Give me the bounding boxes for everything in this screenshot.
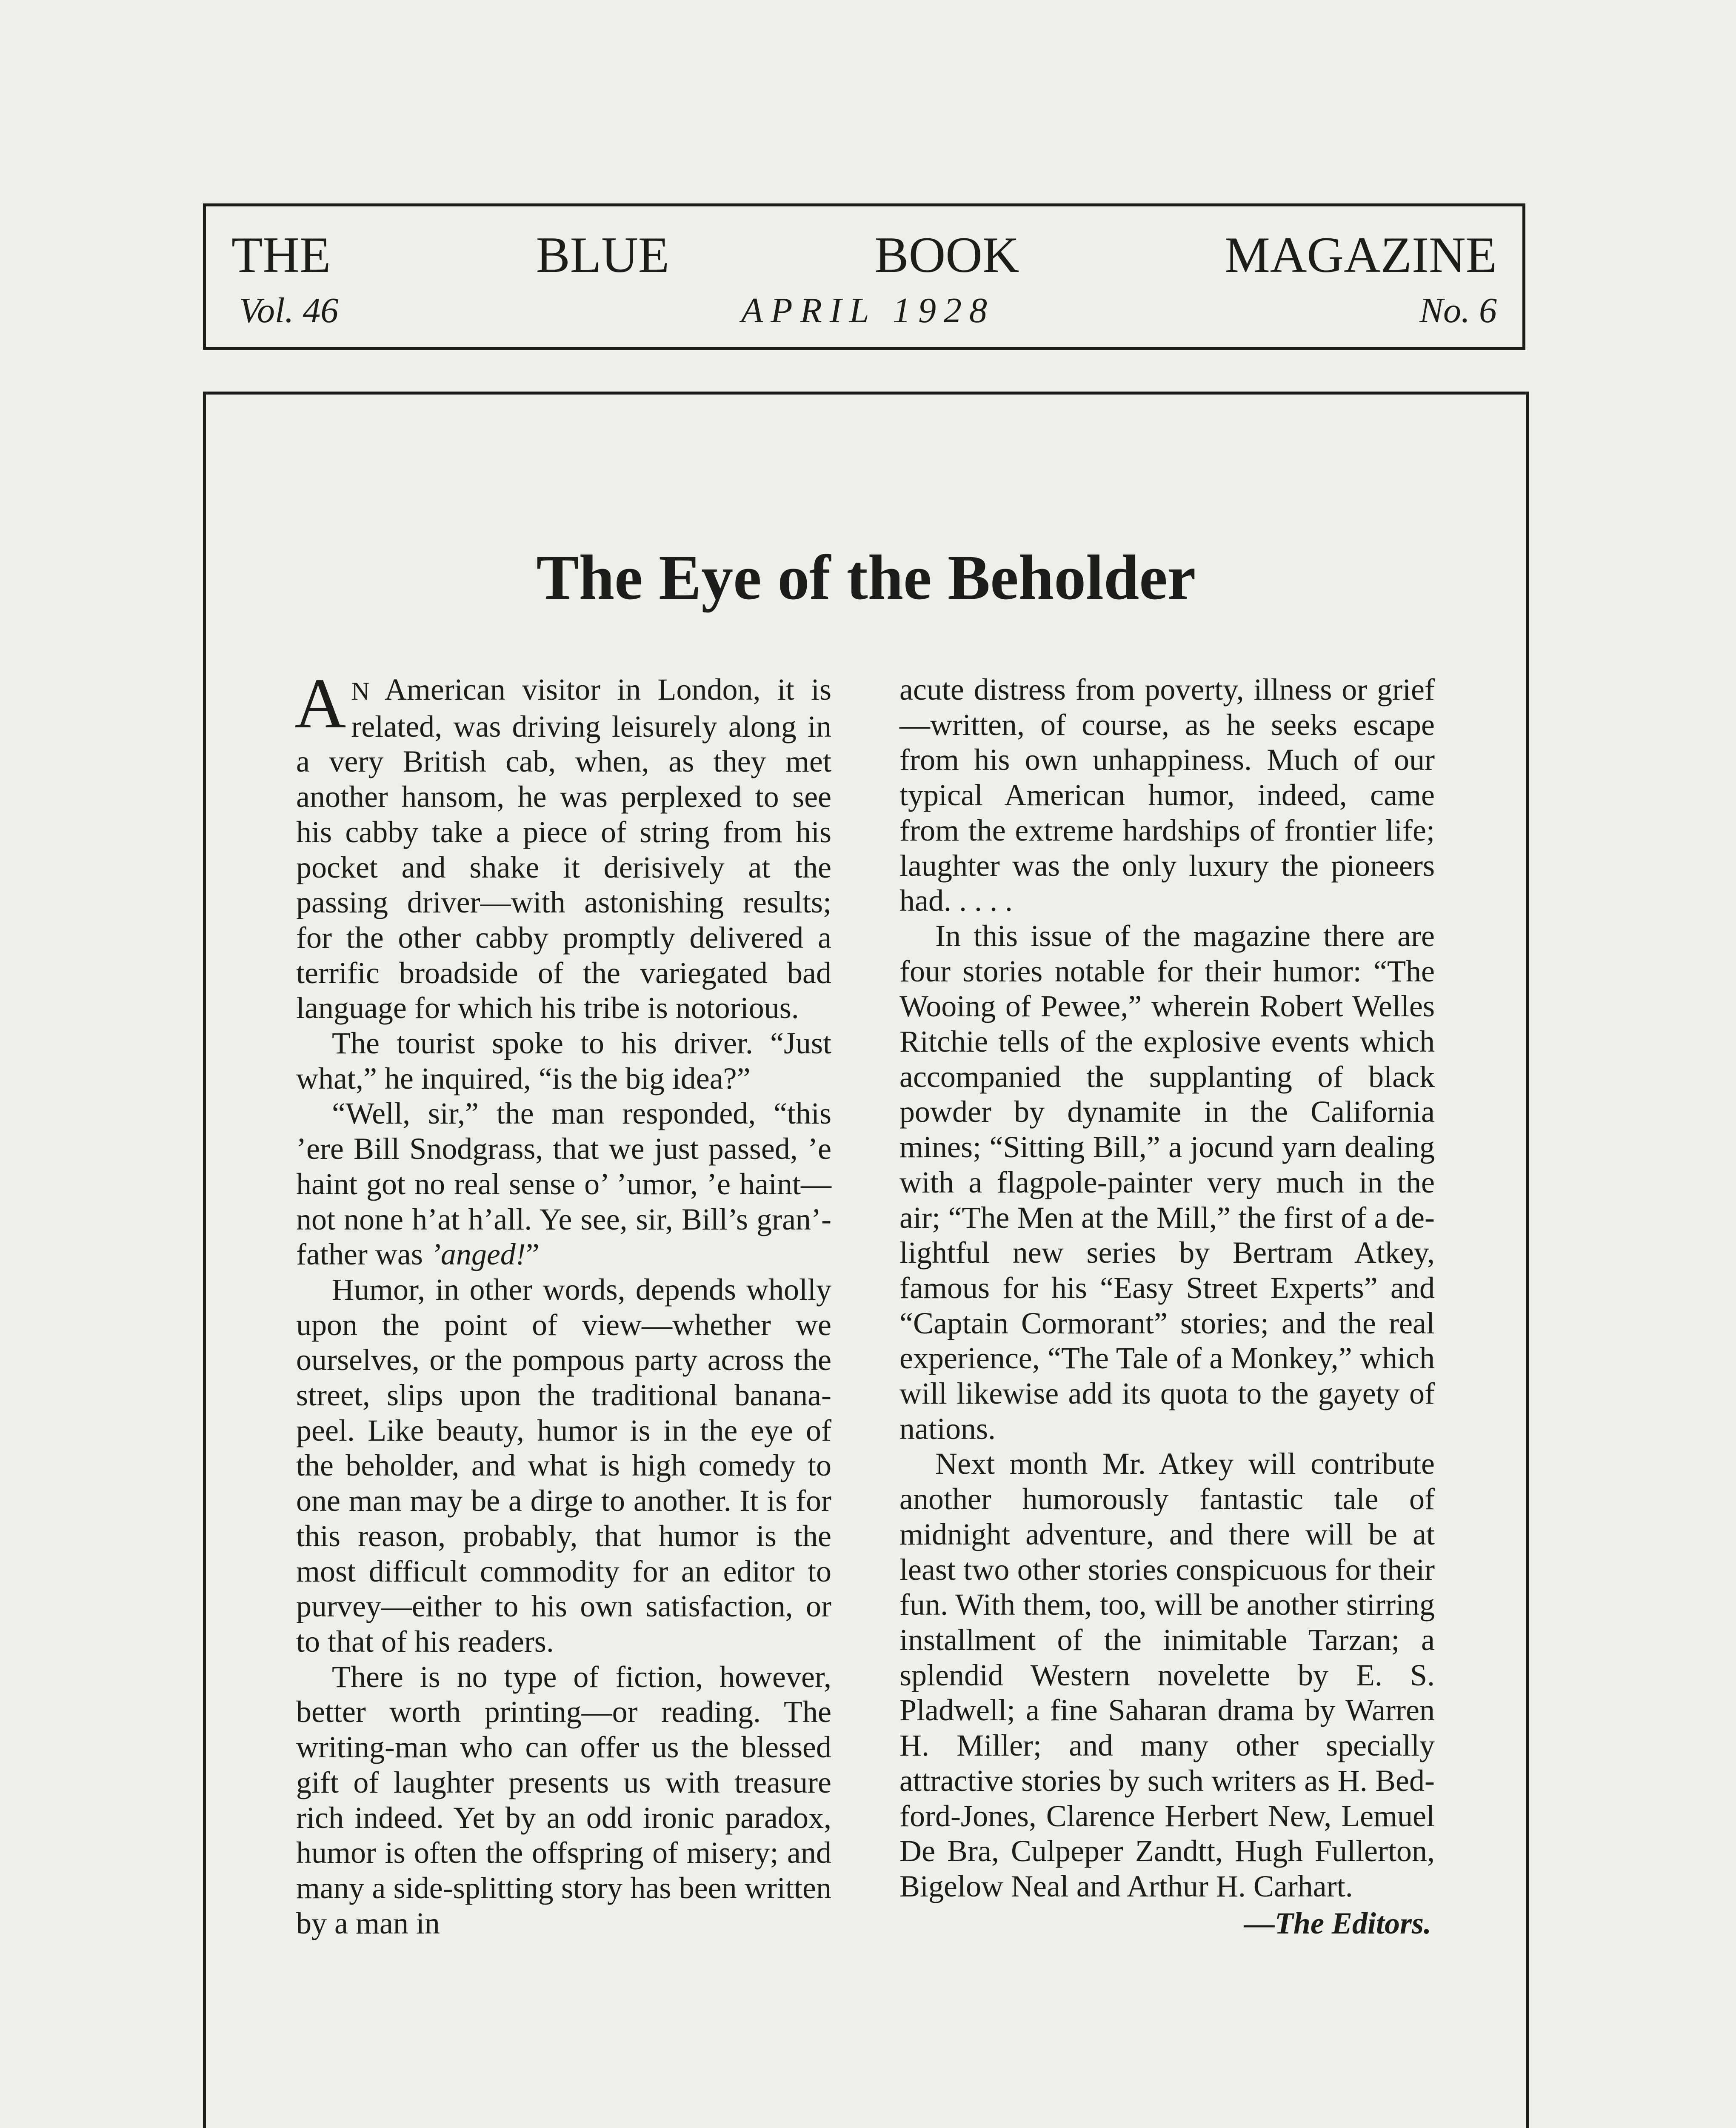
paragraph-text: “Well, sir,” the man responded, “this ’ere Bill Snodgrass, that we just passed, ’e haint got no real sense o’ ’umor, ’e haint—not none h’at h’all. Ye see, sir, Bill’s gran’-father was (296, 1096, 831, 1272)
title-word-the: THE (231, 226, 331, 283)
title-word-book: BOOK (874, 226, 1019, 283)
issue-date: APRIL 1928 (741, 291, 995, 330)
paragraph: acute distress from poverty, illness or grief—written, of course, as he seeks escape from his own unhappiness. Much of our typical American humor, indeed, came from the extreme hardships of frontier life; laughter was the only luxury the pioneers had. . . . . (899, 672, 1435, 918)
paragraph: Humor, in other words, depends wholly upon the point of view—whether we ourselves, or the pompous party across the street, slips upon the traditional banana-peel. Like beauty, humor is in the eye of the beholder, and what is high comedy to one man may be a dirge to another. It is for this reason, probably, that humor is the most difficult commodity for an editor to purvey—either to his own satisfaction, or to that of his readers. (296, 1272, 831, 1659)
paragraph: In this issue of the magazine there are four stories notable for their humor: “The Wooing of Pewee,” wherein Robert Welles Ritchie tells of the explosive events which accompanied the supplanting of black powder by dynamite in the California mines; “Sitting Bill,” a jocund yarn dealing with a flagpole-painter very much in the air; “The Men at the Mill,” the first of a delightful new series by Bertram Atkey, famous for his “Easy Street Experts” and “Captain Cormorant” stories; and the real experience, “The Tale of a Monkey,” which will likewise add its quota to the gayety of nations. (899, 918, 1435, 1446)
right-column (899, 672, 1435, 1941)
paragraph: There is no type of fiction, however, better worth printing—or reading. The writing-man who can offer us the blessed gift of laughter presents us with treasure rich indeed. Yet by an odd ironic paradox, humor is often the offspring of misery; and many a side-splitting story has been written by a man in (296, 1659, 831, 1940)
paragraph (294, 664, 831, 1026)
title-word-magazine: MAGAZINE (1225, 226, 1497, 283)
masthead (203, 203, 1525, 350)
editors-signature: —The Editors. (1244, 1906, 1431, 1940)
article-title: The Eye of the Beholder (536, 542, 1196, 613)
emphasis-text: ’anged! (430, 1237, 526, 1272)
paragraph: The tourist spoke to his driver. “Just what,” he inquired, “is the big idea?” (296, 1026, 831, 1095)
closing-quote: ” (525, 1237, 540, 1272)
paragraph-text: American visitor in London, it is related, was driving leisurely along in a very British cab, when, as they met another hansom, he was perplexed to see his cabby take a piece of string from his pocket and shake it derisively at the passing driver—with astonishing results; for the other cabby promptly delivered a terrific broadside of the variegated bad language for which his tribe is notorious. (296, 672, 831, 1025)
title-word-blue: BLUE (536, 226, 670, 283)
volume-label: Vol. 46 (239, 291, 339, 330)
issue-number: No. 6 (1419, 291, 1497, 330)
paragraph: Next month Mr. Atkey will contribute another humorously fantastic tale of midnight adventure, and there will be at least two other stories conspicuous for their fun. With them, too, will be another stirring installment of the inimitable Tarzan; a splendid Western novelette by E. S. Pladwell; a fine Saharan drama by Warren H. Miller; and many other specially attractive stories by such writers as H. Bedford-Jones, Clarence Herbert New, Lemuel De Bra, Culpeper Zandtt, Hugh Fullerton, Bigelow Neal and Arthur H. Carhart. (899, 1447, 1435, 1903)
magazine-title (231, 225, 1497, 285)
left-column (294, 664, 831, 1941)
drop-cap: A (294, 664, 346, 743)
paragraph (296, 1096, 831, 1272)
editorial-frame (203, 392, 1529, 2128)
lead-letter: N (351, 677, 370, 705)
